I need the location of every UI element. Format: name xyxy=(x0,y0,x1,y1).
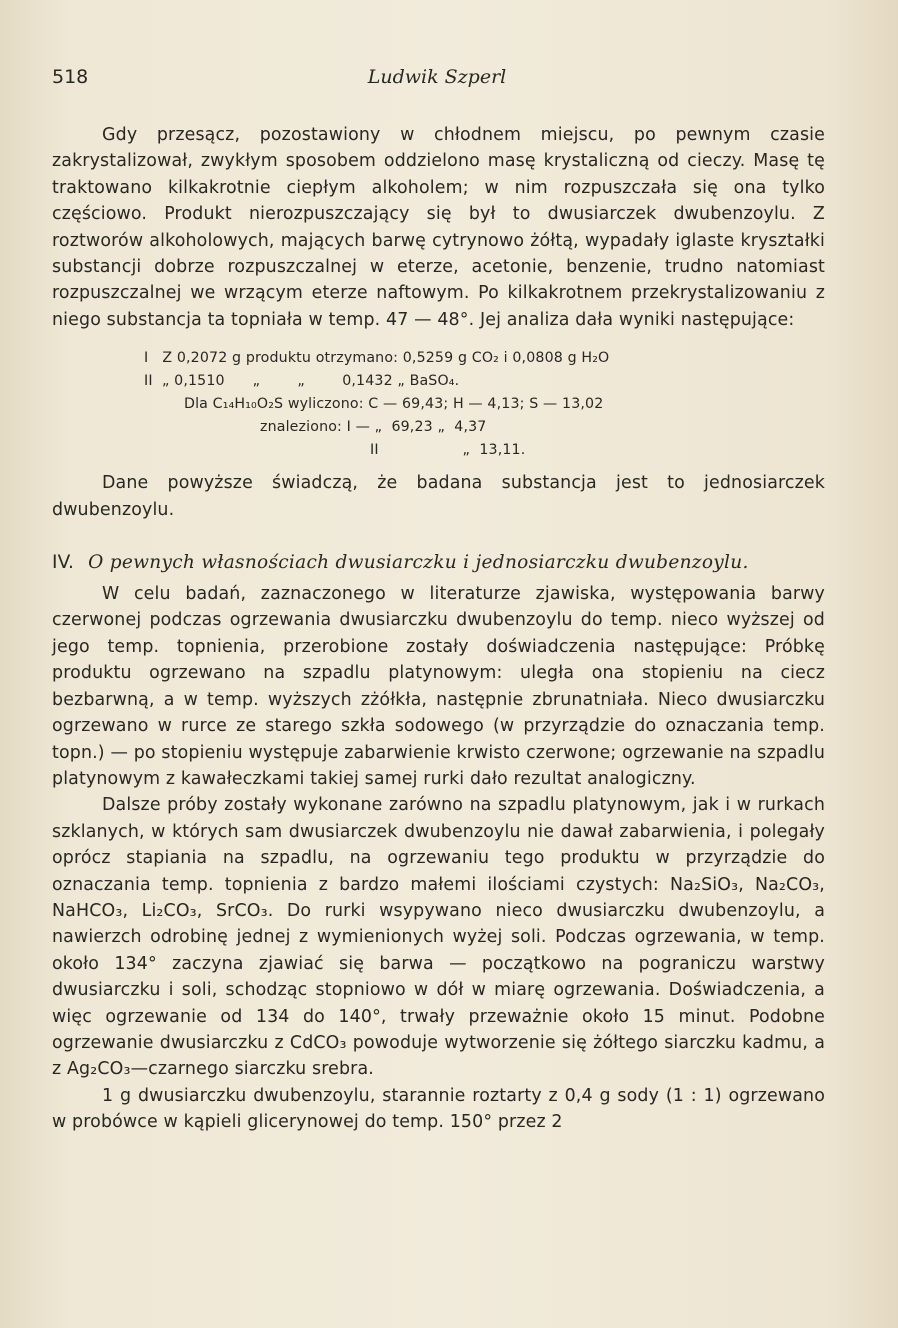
paragraph-4: Dalsze próby zostały wykonane zarówno na szpadlu platynowym, jak i w rurkach szklanych, w których sam dwusiarczek dwubenzoylu nie dawał zabarwienia, i polegały oprócz stapiania na szpadlu, na ogrzewaniu tego produktu w przyrządzie do oznaczania temp. topnienia z bardzo małemi ilościami czystych: Na₂SiO₃, Na₂CO₃, NaHCO₃, Li₂CO₃, SrCO₃. Do rurki wsypywano nieco dwusiarczku dwubenzoylu, a nawierzch odrobinę jednej z wymienionych wyżej soli. Podczas ogrzewania, w temp. około 134° zaczyna zjawiać się barwa — początkowo na pograniczu warstwy dwusiarczku i soli, schodząc stopniowo w dół w miarę ogrzewania. Doświadczenia, a więc ogrzewanie od 134 do 140°, trwały przeważnie około 15 minut. Podobne ogrzewanie dwusiarczku z CdCO₃ powoduje wytworzenie się żółtego siarczku kadmu, a z Ag₂CO₃—czarnego siarczku srebra. xyxy=(52,795,825,1080)
body-text xyxy=(52,122,825,1136)
analysis-line-1: I Z 0,2072 g produktu otrzymano: 0,5259 g CO₂ i 0,0808 g H₂O xyxy=(144,350,610,367)
section-title: O pewnych własnościach dwusiarczku i jednosiarczku dwubenzoylu. xyxy=(88,552,749,574)
paragraph-2: Dane powyższe świadczą, że badana substancja jest to jednosiarczek dwubenzoylu. xyxy=(52,473,825,520)
analysis-line-4: znaleziono: I — „ 69,23 „ 4,37 xyxy=(260,419,487,436)
paragraph-3: W celu badań, zaznaczonego w literaturze zjawiska, występowania barwy czerwonej podczas ogrzewania dwusiarczku dwubenzoylu do temp. nieco wyższej od jego temp. topnienia, przerobione zostały doświadczenia następujące: Próbkę produktu ogrzewano na szpadlu platynowym: uległa ona stopieniu na ciecz bezbarwną, a w temp. wyższych zżółkła, następnie zbrunatniała. Nieco dwusiarczku ogrzewano w rurce ze starego szkła sodowego (w przyrządzie do oznaczania temp. topn.) — po stopieniu występuje zabarwienie krwisto czerwone; ogrzewanie na szpadlu platynowym z kawałeczkami takiej samej rurki dało rezultat analogiczny. xyxy=(52,584,825,789)
paragraph-5: 1 g dwusiarczku dwubenzoylu, starannie roztarty z 0,4 g sody (1 : 1) ogrzewano w probówce w kąpieli glicerynowej do temp. 150° przez 2 xyxy=(52,1085,825,1133)
analysis-line-3: Dla C₁₄H₁₀O₂S wyliczono: C — 69,43; H — 4,13; S — 13,02 xyxy=(184,396,604,413)
page-header xyxy=(52,66,822,94)
analysis-line-2: II „ 0,1510 „ „ 0,1432 „ BaSO₄. xyxy=(144,373,460,390)
analysis-table xyxy=(52,347,825,462)
paragraph-1: Gdy przesącz, pozostawiony w chłodnem miejscu, po pewnym czasie zakrystalizował, zwykłym sposobem oddzielono masę krystaliczną od cieczy. Masę tę traktowano kilkakrotnie ciepłym alkoholem; w nim rozpuszczała się ona tylko częściowo. Produkt nierozpuszczający się był to dwusiarczek dwubenzoylu. Z roztworów alkoholowych, mających barwę cytrynowo żółtą, wypadały iglaste kryształki substancji dobrze rozpuszczalnej w eterze, acetonie, benzenie, trudno natomiast rozpuszczalnej we wrzącym eterze naftowym. Po kilkakrotnem przekrystalizowaniu z niego substancja ta topniała w temp. 47 — 48°. Jej analiza dała wyniki następujące: xyxy=(52,125,825,330)
section-heading xyxy=(52,549,825,577)
page-number: 518 xyxy=(52,66,89,88)
analysis-line-5: II „ 13,11. xyxy=(370,442,526,459)
section-number: IV. xyxy=(52,552,75,574)
running-head: Ludwik Szperl xyxy=(367,66,507,88)
